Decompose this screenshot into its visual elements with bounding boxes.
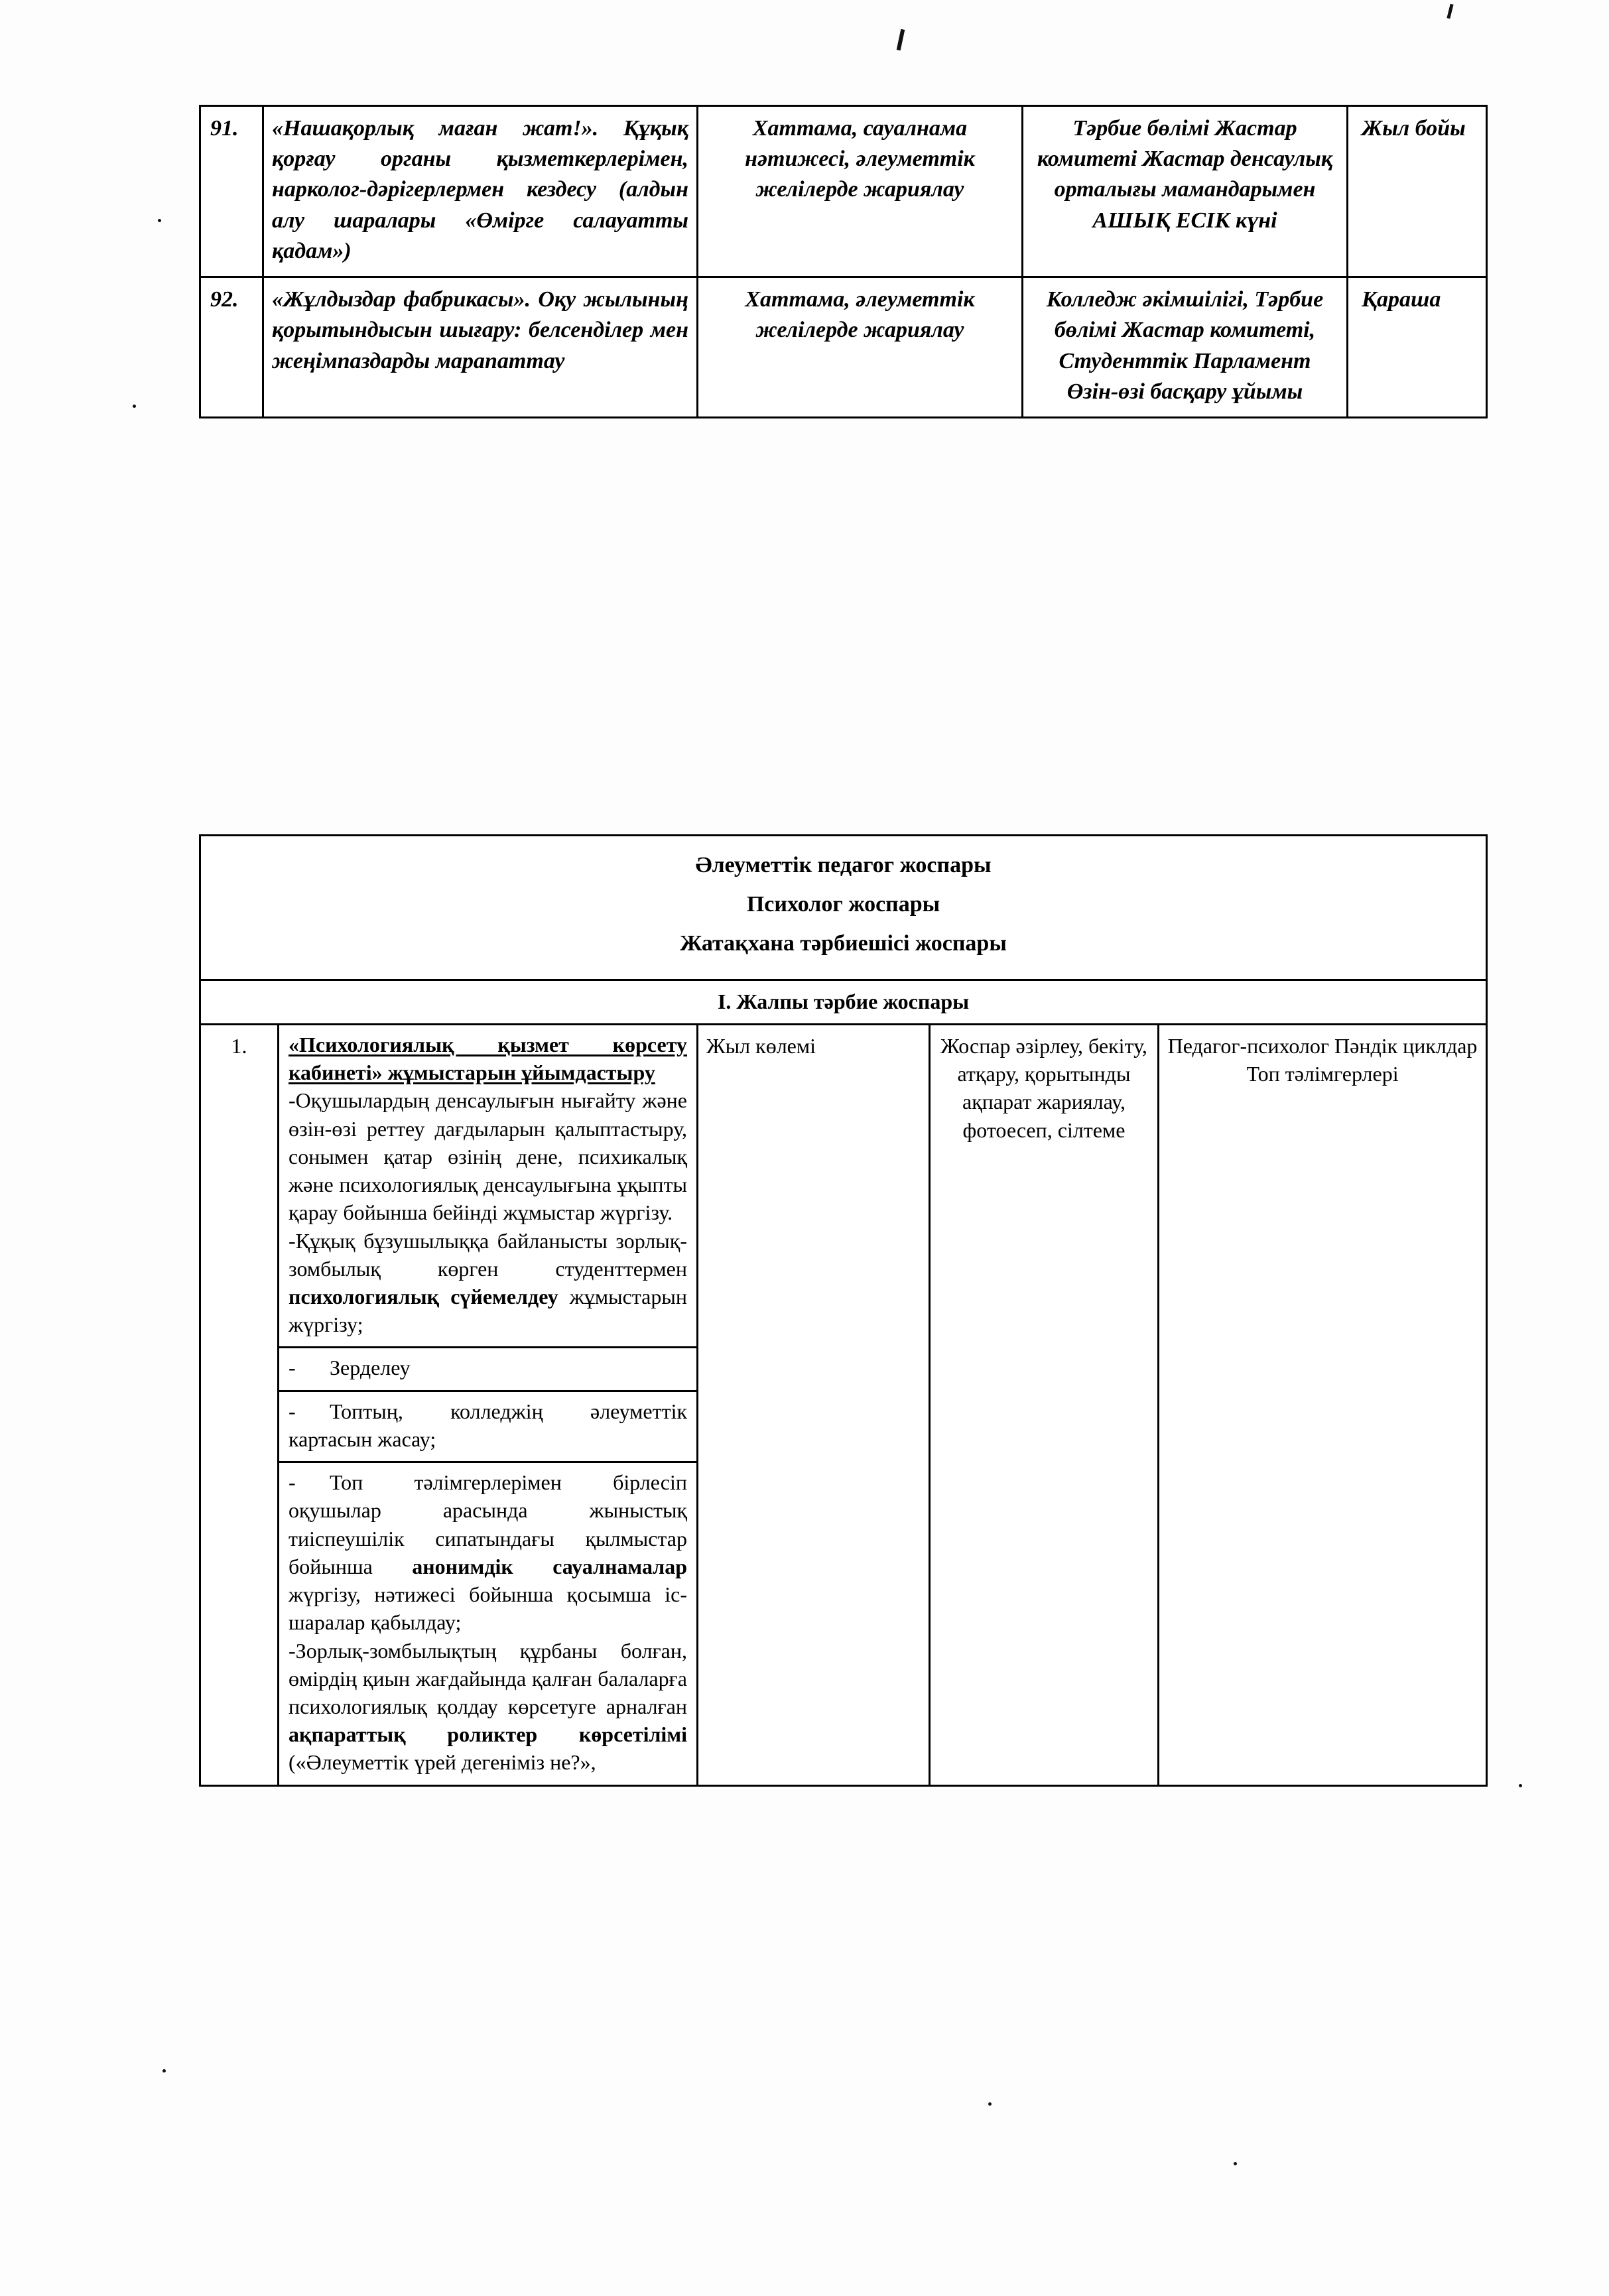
row-result: Хаттама, сауалнама нәтижесі, әлеуметтік желілерде жариялау bbox=[698, 106, 1023, 277]
row-number: 1. bbox=[200, 1024, 279, 1785]
dash-marker: - bbox=[289, 1399, 296, 1423]
row-term: Қараша bbox=[1348, 277, 1487, 418]
row-number: 91. bbox=[200, 106, 263, 277]
row-content bbox=[279, 1024, 698, 1785]
table-row bbox=[200, 106, 1487, 277]
plan-header-line-1: Әлеуметтік педагог жоспары bbox=[695, 853, 992, 877]
scan-artifact-stroke bbox=[897, 29, 905, 51]
row-responsible: Тәрбие бөлімі Жастар комитеті Жастар денсаулық орталығы мамандарымен АШЫҚ ЕСІК күні bbox=[1023, 106, 1348, 277]
scan-speck bbox=[133, 405, 136, 408]
row-number: 92. bbox=[200, 277, 263, 418]
table-header-row bbox=[200, 836, 1487, 980]
scan-speck bbox=[162, 2069, 166, 2073]
content-block bbox=[279, 1392, 696, 1463]
scan-artifact-stroke bbox=[1447, 4, 1453, 19]
content-paragraph: -Оқушылардың денсаулығын нығайту және өзін-өзі реттеу дағдыларын қалыптастыру, сонымен қатар өзінің дене, психикалық және психологиялық денсаулығына ұқыпты қарау бойынша бейінді жұмыстар жүргізу. bbox=[289, 1088, 687, 1225]
scan-speck bbox=[1519, 1784, 1522, 1787]
plan-header-line-3: Жатақхана тәрбиешісі жоспары bbox=[680, 930, 1007, 956]
dash-text: Зерделеу bbox=[330, 1356, 411, 1380]
row-activity: «Жұлдыздар фабрикасы». Оқу жылының қорытындысын шығару: белсенділер мен жеңімпаздарды марапаттау bbox=[263, 277, 698, 418]
row-responsible: Колледж әкімшілігі, Тәрбие бөлімі Жастар комитеті, Студенттік Парламент Өзін-өзі басқару ұйымы bbox=[1023, 277, 1348, 418]
content-paragraph-tail: -Зорлық-зомбылықтың құрбаны болған, өмірдің қиын жағдайында қалған балаларға психологиялық қолдау көрсетуге арналған ақпараттық роликтер көрсетілімі («Әлеуметтік үрей дегеніміз не?», bbox=[289, 1638, 687, 1775]
table-row bbox=[200, 1024, 1487, 1785]
content-block bbox=[279, 1463, 696, 1785]
dash-marker: - bbox=[289, 1356, 296, 1380]
scan-speck bbox=[158, 219, 161, 222]
row-term: Жыл көлемі bbox=[698, 1024, 930, 1785]
dash-text: Топтың, колледжің әлеуметтік картасын жасау; bbox=[289, 1399, 687, 1451]
content-block bbox=[279, 1348, 696, 1391]
scan-speck bbox=[1234, 2162, 1237, 2165]
row-activity: «Нашақорлық маған жат!». Құқық қорғау органы қызметкерлерімен, нарколог-дәрігерлермен кездесу (алдын алу шаралары «Өмірге салауатты қадам») bbox=[263, 106, 698, 277]
content-block bbox=[279, 1025, 696, 1349]
section-title-row bbox=[200, 980, 1487, 1024]
scan-speck bbox=[988, 2102, 992, 2106]
activities-table-top bbox=[199, 105, 1488, 418]
plan-header-block bbox=[200, 836, 1487, 980]
dash-line: - Топ тәлімгерлерімен бірлесіп оқушылар арасында жыныстық тиіспеушілік сипатындағы қылмыстар бойынша анонимдік сауалнамалар жүргізу, нәтижесі бойынша қосымша іс-шаралар қабылдау; bbox=[289, 1468, 687, 1636]
section-title: I. Жалпы тәрбие жоспары bbox=[200, 980, 1487, 1024]
dash-line bbox=[289, 1354, 687, 1381]
bold-fragment: психологиялық bbox=[289, 1284, 440, 1308]
row-responsible: Педагог-психолог Пәндік циклдар Топ тәлімгерлері bbox=[1159, 1024, 1487, 1785]
plan-table-bottom bbox=[199, 834, 1488, 1787]
bold-fragment: анонимдік bbox=[412, 1554, 513, 1578]
bold-fragment: сүйемелдеу bbox=[450, 1284, 558, 1308]
table-row bbox=[200, 277, 1487, 418]
bold-fragment: ақпараттық роликтер көрсетілімі bbox=[289, 1722, 687, 1747]
row-result: Жоспар әзірлеу, бекіту, атқару, қорытынды ақпарат жариялау, фотоесеп, сілтеме bbox=[930, 1024, 1159, 1785]
content-paragraph-bold-mixed: -Құқық бұзушылыққа байланысты зорлық-зомбылық көрген студенттермен психологиялық сүйемелдеу жұмыстарын жүргізу; bbox=[289, 1228, 688, 1337]
dash-marker: - bbox=[289, 1470, 296, 1495]
plan-header-line-2: Психолог жоспары bbox=[746, 891, 940, 917]
bold-fragment: сауалнамалар bbox=[552, 1554, 688, 1578]
dash-line bbox=[289, 1397, 687, 1453]
row-term: Жыл бойы bbox=[1348, 106, 1487, 277]
row-result: Хаттама, әлеуметтік желілерде жариялау bbox=[698, 277, 1023, 418]
content-heading: «Психологиялық қызмет көрсету кабинеті» жұмыстарын ұйымдастыру bbox=[289, 1032, 687, 1085]
